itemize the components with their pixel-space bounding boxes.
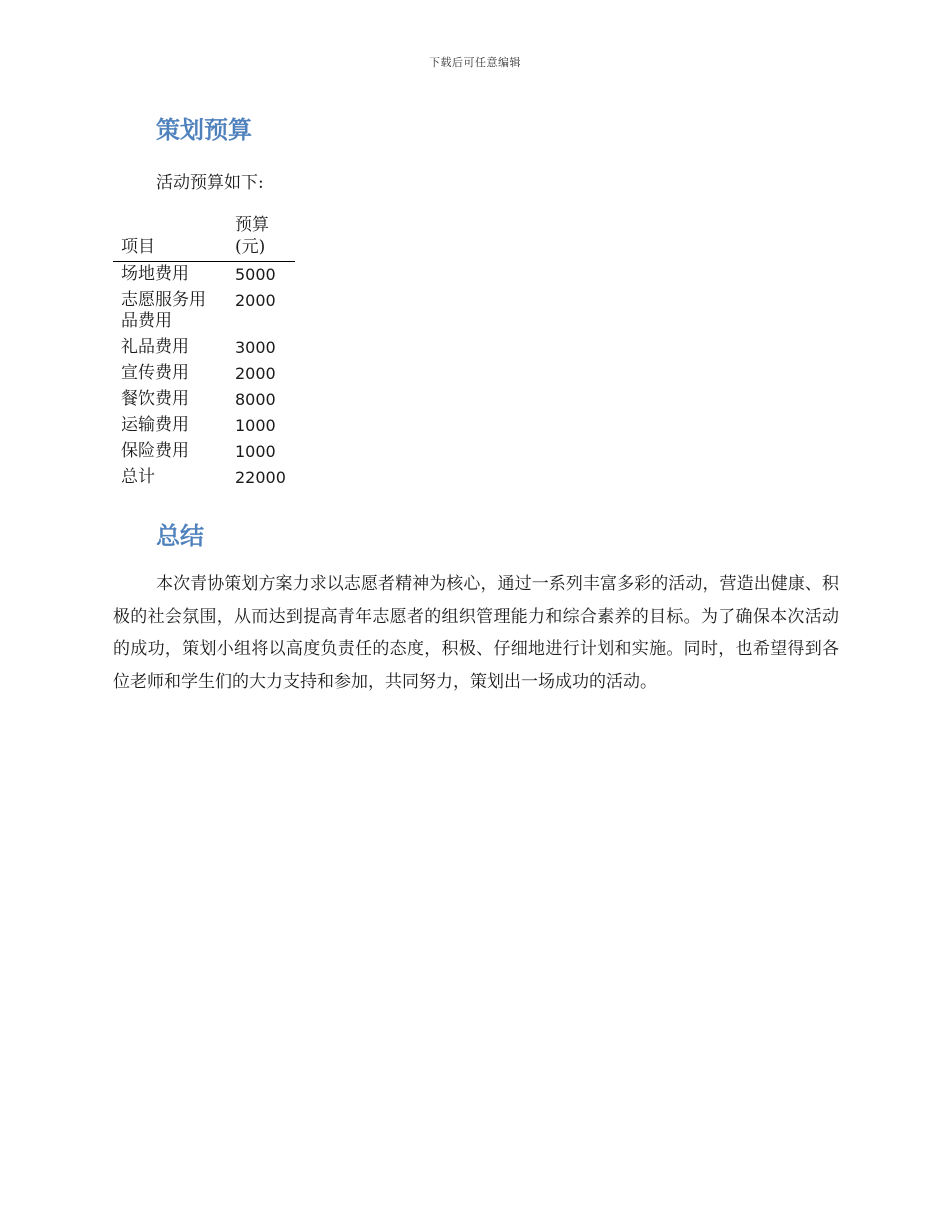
row-amount: 1000 [235,416,276,435]
row-item: 餐饮费用 [121,389,189,409]
row-item: 场地费用 [121,264,189,284]
row-amount: 8000 [235,390,276,409]
row-amount: 3000 [235,338,276,357]
row-item: 总计 [121,467,155,487]
table-row [113,262,295,289]
row-amount: 5000 [235,265,276,284]
table-row [113,439,295,465]
row-amount: 2000 [235,364,276,383]
row-item: 运输费用 [121,415,189,435]
table-row-total [113,465,295,491]
budget-table [113,212,295,491]
row-item: 志愿服务用品费用 [121,290,206,331]
header-amount: 预算 (元) [227,212,295,262]
table-row [113,387,295,413]
table-row [113,288,295,335]
table-row [113,335,295,361]
summary-heading: 总结 [156,522,204,550]
row-item: 礼品费用 [121,337,189,357]
row-amount: 22000 [235,468,286,487]
budget-heading: 策划预算 [156,116,252,144]
row-item: 宣传费用 [121,363,189,383]
page-header-note: 下载后可任意编辑 [429,56,521,69]
row-amount: 2000 [235,291,276,310]
table-row [113,361,295,387]
summary-paragraph: 本次青协策划方案力求以志愿者精神为核心，通过一系列丰富多彩的活动，营造出健康、积极的社会氛围，从而达到提高青年志愿者的组织管理能力和综合素养的目标。为了确保本次活动的成功，策划小组将以高度负责任的态度，积极、仔细地进行计划和实施。同时，也希望得到各位老师和学生们的大力支持和参加，共同努力，策划出一场成功的活动。 [113,574,839,692]
row-item: 保险费用 [121,441,189,461]
table-row [113,413,295,439]
budget-table-header-row [113,212,295,262]
row-amount: 1000 [235,442,276,461]
budget-intro: 活动预算如下: [156,173,264,193]
header-item: 项目 [113,212,227,262]
